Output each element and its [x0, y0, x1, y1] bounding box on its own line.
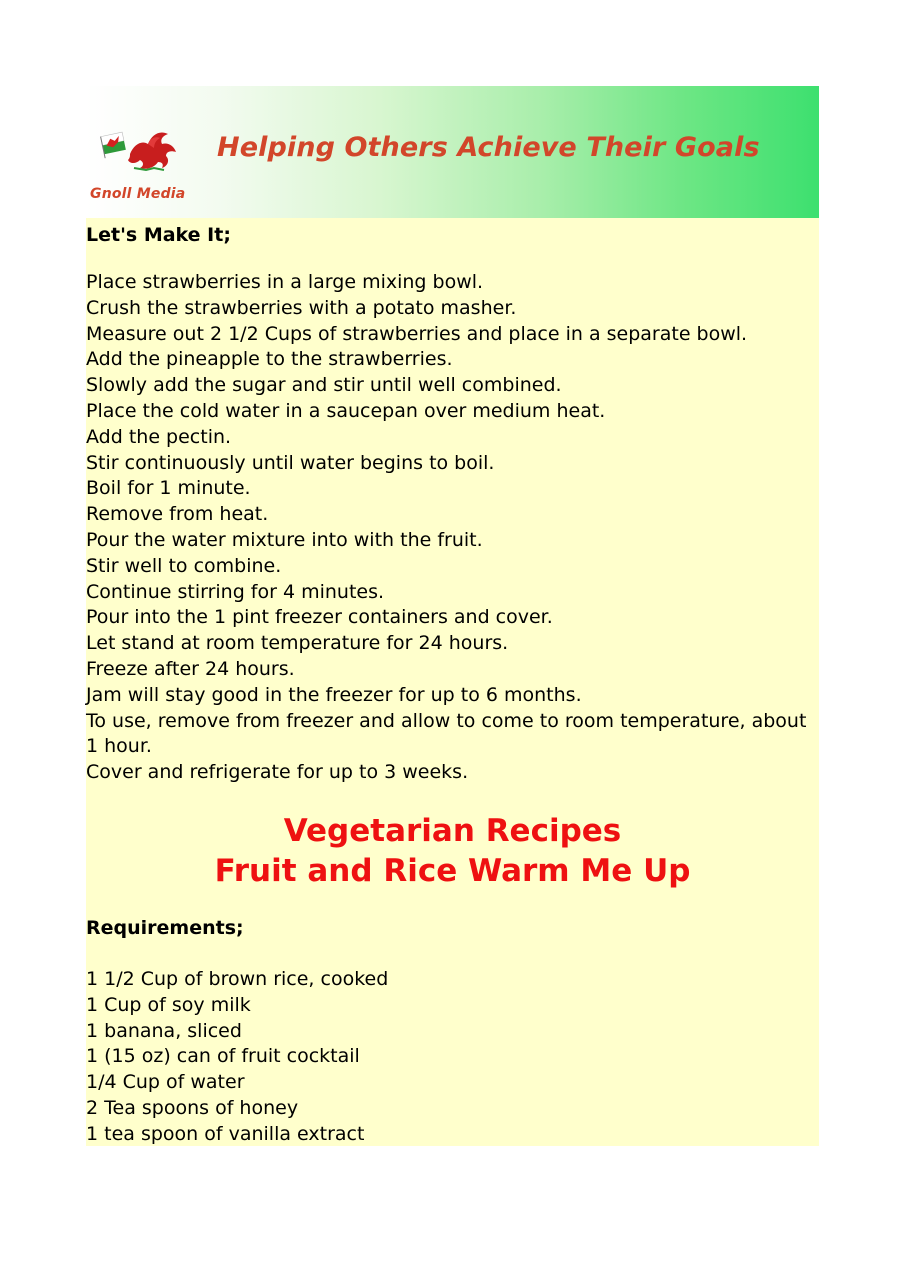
recipe-title: Fruit and Rice Warm Me Up: [214, 853, 691, 889]
list-item: Place strawberries in a large mixing bowl.: [86, 271, 484, 293]
list-item: 1 1/2 Cup of brown rice, cooked: [86, 968, 389, 990]
requirements-heading: Requirements;: [86, 917, 244, 939]
list-item: 1 (15 oz) can of fruit cocktail: [86, 1045, 360, 1068]
list-item: Boil for 1 minute.: [86, 477, 251, 500]
list-item: Freeze after 24 hours.: [86, 657, 295, 680]
list-item: 1 banana, sliced: [86, 1019, 242, 1042]
list-item: Stir well to combine.: [86, 554, 282, 577]
list-item: Remove from heat.: [86, 503, 269, 526]
recipe-category: Vegetarian Recipes: [283, 813, 622, 849]
list-item: Let stand at room temperature for 24 hours.: [86, 632, 509, 655]
recipe-title-block: [86, 811, 819, 891]
document-body: [86, 218, 819, 1146]
instructions-list: [86, 270, 819, 786]
list-item: Stir continuously until water begins to boil.: [86, 451, 495, 474]
list-item: 1/4 Cup of water: [86, 1071, 245, 1094]
list-item: 1 Cup of soy milk: [86, 993, 251, 1016]
requirements-list: [86, 967, 388, 1148]
header-banner: [86, 86, 819, 218]
list-item: Add the pineapple to the strawberries.: [86, 348, 453, 371]
brand-name: Gnoll Media: [90, 186, 186, 202]
list-item: Measure out 2 1/2 Cups of strawberries and place in a separate bowl.: [86, 322, 748, 345]
list-item: Pour the water mixture into with the fruit.: [86, 528, 483, 551]
list-item: Add the pectin.: [86, 425, 232, 448]
tagline: Helping Others Achieve Their Goals: [217, 132, 760, 163]
list-item: Cover and refrigerate for up to 3 weeks.: [86, 761, 469, 784]
list-item: Crush the strawberries with a potato masher.: [86, 296, 517, 319]
list-item: Jam will stay good in the freezer for up to 6 months.: [86, 683, 582, 706]
list-item: 1 tea spoon of vanilla extract: [86, 1122, 365, 1145]
red-dragon-flag-icon: [94, 124, 180, 174]
list-item: Slowly add the sugar and stir until well combined.: [86, 374, 562, 397]
list-item: Pour into the 1 pint freezer containers and cover.: [86, 606, 553, 629]
list-item: Place the cold water in a saucepan over medium heat.: [86, 399, 606, 422]
list-item: Continue stirring for 4 minutes.: [86, 580, 385, 603]
list-item: 2 Tea spoons of honey: [86, 1096, 299, 1119]
list-item: To use, remove from freezer and allow to come to room temperature, about 1 hour.: [86, 709, 807, 758]
instructions-heading: Let's Make It;: [86, 224, 231, 246]
